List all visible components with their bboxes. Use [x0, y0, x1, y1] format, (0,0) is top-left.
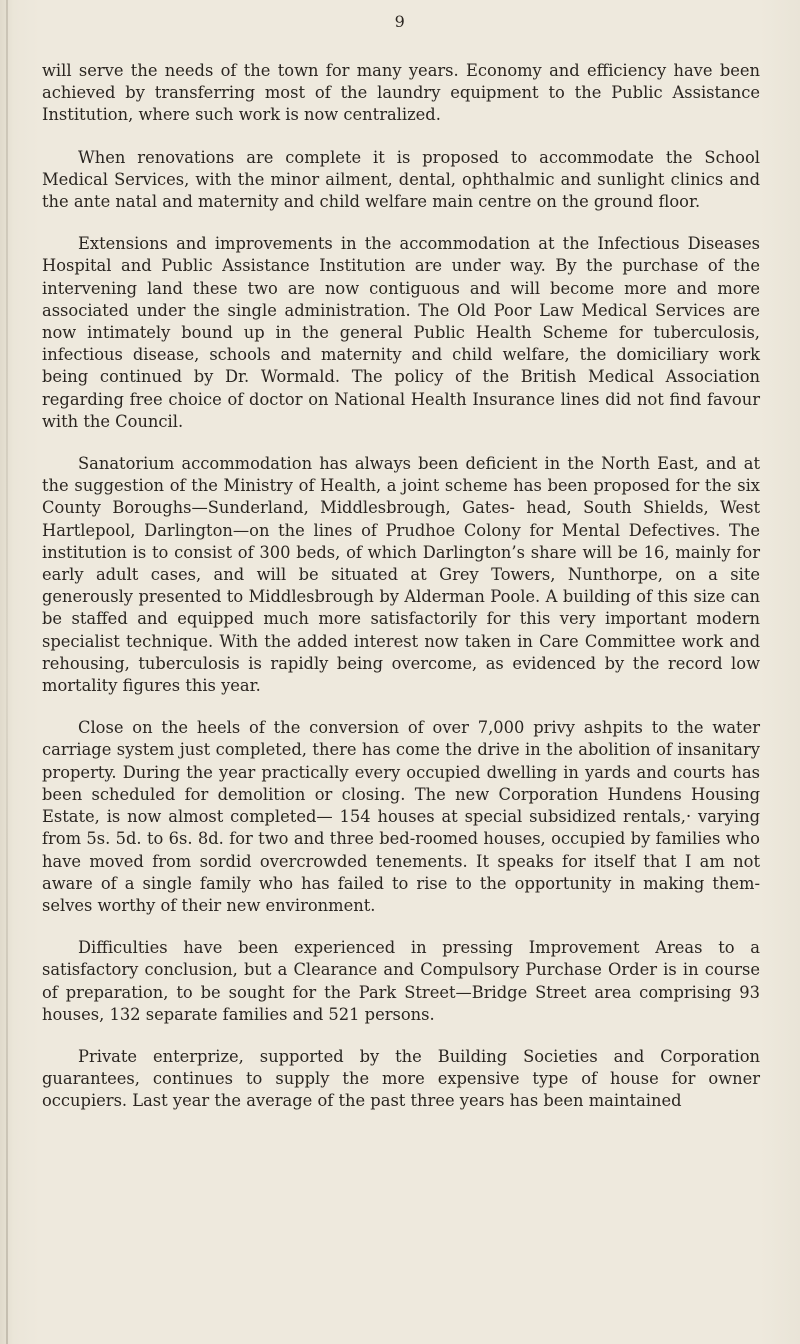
paragraph-laundry: will serve the needs of the town for many years. Economy and efficiency have been achieved by transferring most of the laundry equipment to the Public Assistance Institution, where such work is now centralized.	[42, 61, 760, 125]
paragraph-privy-conversion: Close on the heels of the conversion of over 7,000 privy ashpits to the water carriage system just completed, there has come the drive in the abolition of insanitary property. During the year practically every occupied dwelling in yards and courts has been scheduled for demolition or closing. The new Corporation Hundens Housing Estate, is now almost completed— 154 houses at special subsidized rentals,· varying from 5s. 5d. to 6s. 8d. for two and three bed-roomed houses, occupied by families who have moved from sordid overcrowded tenements. It speaks for itself that I am not aware of a single family who has failed to rise to the opportunity in making them- selves worthy of their new environment.	[42, 718, 760, 915]
page-number: 9	[394, 12, 406, 31]
paragraph-extensions: Extensions and improvements in the accommodation at the Infectious Diseases Hospital and Public Assistance Institution are under way. By the purchase of the intervening land these two are now contiguous and will become more and more associated under the single administration. The Old Poor Law Medical Services are now intimately bound up in the general Public Health Scheme for tuberculosis, infectious disease, schools and maternity and child welfare, the domiciliary work being continued by Dr. Wormald. The policy of the British Medical Association regarding free choice of doctor on National Health Insurance lines did not find favour with the Council.	[42, 234, 760, 431]
body-text	[42, 60, 760, 1133]
paragraph-private-enterprize: Private enterprize, supported by the Building Societies and Corporation guarantees, continues to supply the more expensive type of house for owner occupiers. Last year the average of the past three years has been maintained	[42, 1046, 760, 1111]
paragraph-sanatorium: Sanatorium accommodation has always been deficient in the North East, and at the suggestion of the Ministry of Health, a joint scheme has been proposed for the six County Boroughs—Sunderland, Middlesbrough, Gates- head, South Shields, West Hartlepool, Darlington—on the lines of Prudhoe Colony for Mental Defectives. The institution is to consist of 300 beds, of which Darlington’s share will be 16, mainly for early adult cases, and will be situated at Grey Towers, Nunthorpe, on a site generously presented to Middlesbrough by Alderman Poole. A building of this size can be staffed and equipped much more satisfactorily for this very important modern specialist technique. With the added interest now taken in Care Committee work and rehousing, tuberculosis is rapidly being overcome, as evidenced by the record low mortality figures this year.	[42, 454, 760, 696]
paragraph-improvement-areas: Difficulties have been experienced in pressing Improvement Areas to a satisfactory conclusion, but a Clearance and Compulsory Purchase Order is in course of preparation, to be sought for the Park Street—Bridge Street area comprising 93 houses, 132 separate families and 521 persons.	[42, 938, 760, 1024]
paragraph-renovations: When renovations are complete it is proposed to accommodate the School Medical Services, with the minor ailment, dental, ophthalmic and sunlight clinics and the ante natal and maternity and child welfare main centre on the ground floor.	[42, 147, 760, 212]
binding-edge	[6, 0, 8, 1344]
